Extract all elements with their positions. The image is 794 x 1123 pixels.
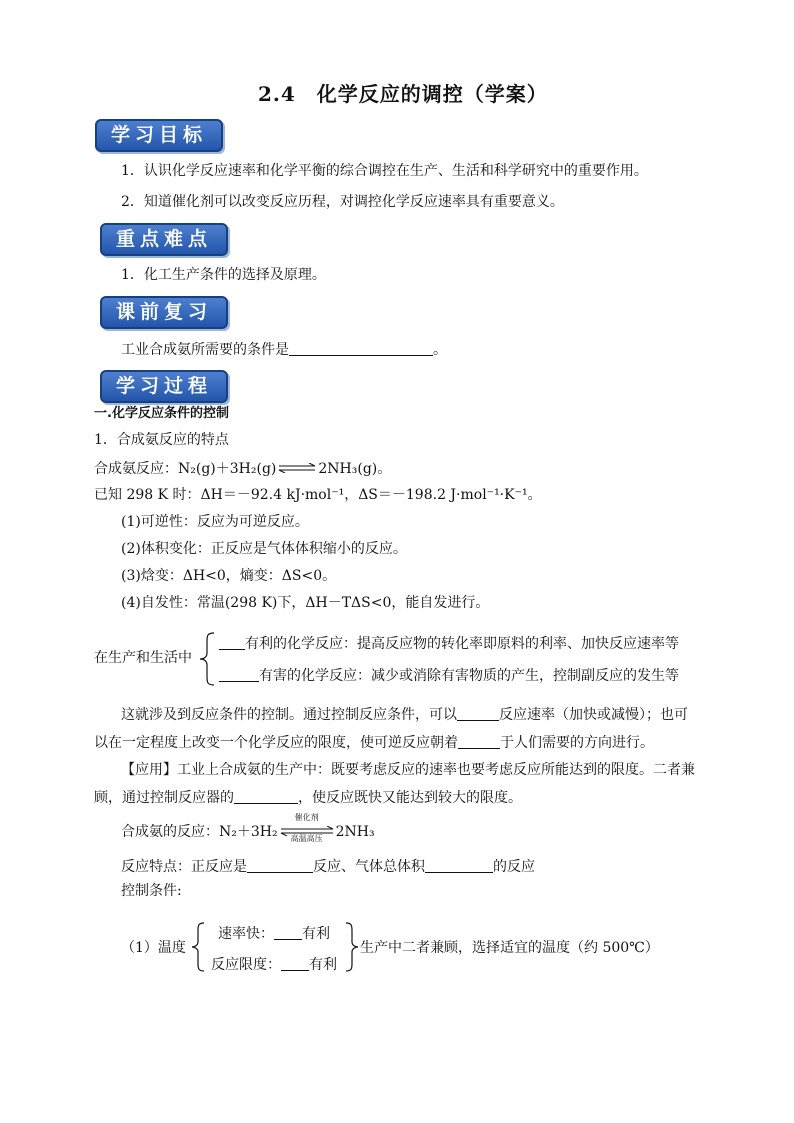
right-brace-icon	[344, 922, 360, 972]
temp-limit-a: 反应限度：	[211, 957, 281, 973]
reaction-2	[121, 813, 375, 843]
life-label: 在生产和生活中	[94, 650, 192, 666]
left-brace-icon	[190, 922, 206, 972]
reaction-features	[121, 858, 535, 876]
blank-bad[interactable]	[219, 667, 259, 682]
reaction-right: 2NH₃(g)。	[318, 461, 392, 477]
para2-a: 以在一定程度上改变一个化学反应的限度，使可逆反应朝着	[94, 735, 458, 751]
equilibrium-arrow-icon	[278, 460, 316, 476]
review-question	[121, 341, 447, 359]
blank-volume[interactable]	[425, 858, 493, 873]
control-conditions: 控制条件:	[121, 883, 182, 899]
rxn2-right: 2NH₃	[335, 824, 375, 840]
life-good	[219, 635, 679, 653]
part1-subheading: 1．合成氨反应的特点	[94, 432, 229, 448]
property-3: (3)焓变：ΔH<0，熵变：ΔS<0。	[121, 568, 337, 584]
goal-item-2: 2．知道催化剂可以改变反应历程，对调控化学反应速率具有重要意义。	[121, 194, 564, 210]
property-4: (4)自发性：常温(298 K)下，ΔH－TΔS<0，能自发进行。	[121, 595, 490, 611]
feat-c: 的反应	[493, 859, 535, 875]
blank-good[interactable]	[219, 635, 245, 650]
blank-rate[interactable]	[457, 706, 499, 721]
review-prefix: 工业合成氨所需要的条件是	[121, 342, 289, 358]
rxn2-left: N₂＋3H₂	[219, 824, 278, 840]
page-title: 2.4 化学反应的调控（学案）	[258, 82, 548, 106]
temp-label: （1）温度	[121, 940, 186, 956]
property-1: (1)可逆性：反应为可逆反应。	[121, 514, 309, 530]
property-2: (2)体积变化：正反应是气体体积缩小的反应。	[121, 541, 407, 557]
para-line-1	[121, 706, 688, 724]
part1-heading: 一.化学反应条件的控制	[94, 406, 229, 421]
temp-limit	[211, 956, 337, 974]
blank-temp-limit[interactable]	[281, 956, 309, 971]
blank-temp-rate[interactable]	[274, 925, 302, 940]
condition-label: 高温高压	[290, 834, 323, 843]
feat-b: 反应、气体总体积	[313, 859, 425, 875]
reaction-equation	[94, 460, 391, 478]
temp-rate-b: 有利	[302, 926, 330, 942]
life-bad-text: 有害的化学反应：减少或消除有害物质的产生，控制副反应的发生等	[259, 668, 679, 684]
app2-b: ，使反应既快又能达到较大的限度。	[298, 790, 522, 806]
application-line-2	[94, 789, 522, 807]
feat-a: 反应特点：正反应是	[121, 859, 247, 875]
para1-a: 这就涉及到反应条件的控制。通过控制反应条件，可以	[121, 707, 457, 723]
para-line-2	[94, 734, 654, 752]
blank-direction[interactable]	[458, 734, 500, 749]
conditions-arrow	[280, 813, 334, 843]
reaction-label: 合成氨反应：	[94, 461, 178, 477]
life-bad	[219, 667, 679, 685]
application-line-1: 【应用】工业上合成氨的生产中：既要考虑反应的速率也要考虑反应所能达到的限度。二者兼	[121, 762, 695, 778]
blank-conditions[interactable]	[234, 789, 298, 804]
temp-limit-b: 有利	[309, 957, 337, 973]
goal-item-1: 1．认识化学反应速率和化学平衡的综合调控在生产、生活和科学研究中的重要作用。	[121, 163, 648, 179]
keypoint-item-1: 1．化工生产条件的选择及原理。	[121, 267, 326, 283]
para2-b: 于人们需要的方向进行。	[500, 735, 654, 751]
section-badge-review: 课前复习	[100, 296, 228, 329]
rxn2-label: 合成氨的反应：	[121, 824, 219, 840]
blank-heat[interactable]	[247, 858, 313, 873]
section-badge-keypoints: 重点难点	[100, 223, 228, 256]
temp-conclusion: 生产中二者兼顾，选择适宜的温度（约 500℃）	[360, 940, 659, 956]
para1-b: 反应速率（加快或减慢）；也可	[499, 707, 688, 723]
review-blank[interactable]	[289, 341, 433, 356]
temp-rate	[218, 925, 330, 943]
left-brace-icon	[198, 632, 216, 686]
known-thermo-data: 已知 298 K 时：ΔH＝－92.4 kJ·mol⁻¹，ΔS＝－198.2 J·mol⁻¹·K⁻¹。	[94, 487, 542, 503]
temp-rate-a: 速率快：	[218, 926, 274, 942]
reaction-left: N₂(g)＋3H₂(g)	[178, 461, 277, 477]
life-good-text: 有利的化学反应：提高反应物的转化率即原料的利率、加快反应速率等	[245, 636, 679, 652]
catalyst-label: 催化剂	[294, 813, 319, 822]
review-suffix: 。	[433, 342, 447, 358]
app2-a: 顾，通过控制反应器的	[94, 790, 234, 806]
section-badge-process: 学习过程	[100, 370, 228, 403]
section-badge-goals: 学习目标	[95, 119, 223, 152]
